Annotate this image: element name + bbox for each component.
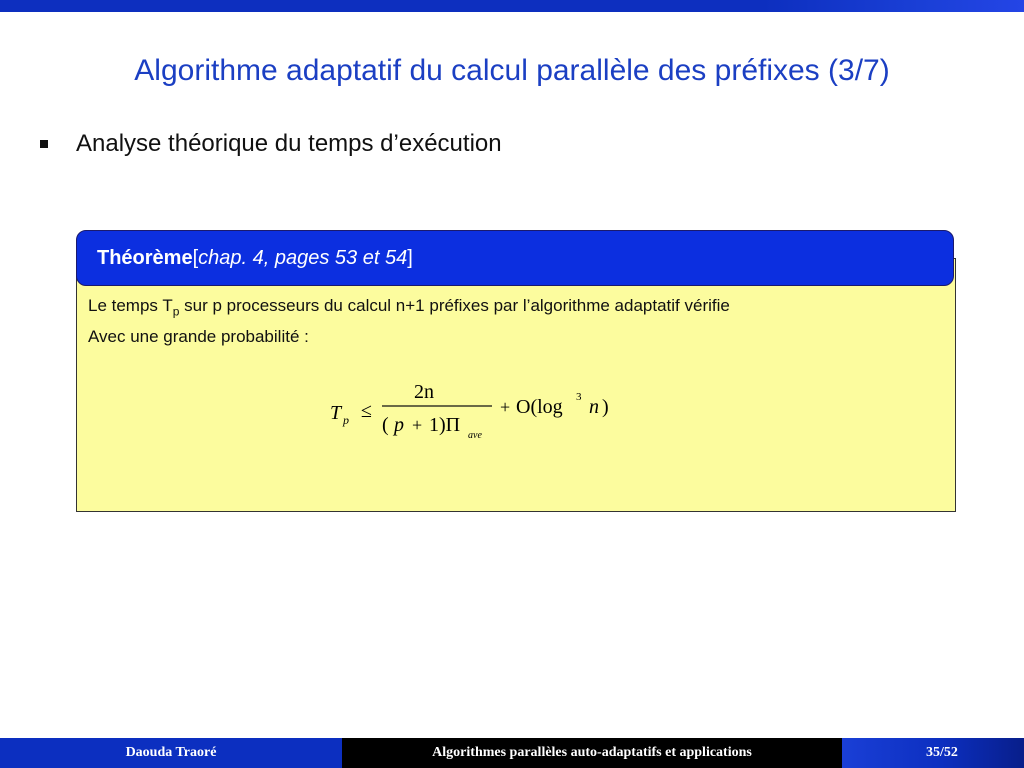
theorem-formula [326, 378, 646, 448]
formula-relation: ≤ [361, 400, 372, 422]
formula-denominator-paren: ( [382, 414, 389, 436]
theorem-line-1-prefix: Le temps T [88, 296, 173, 315]
theorem-bracket-close: ] [407, 246, 413, 269]
footer-page-number: 35/52 [926, 745, 958, 760]
theorem-reference: chap. 4, pages 53 et 54 [198, 246, 408, 269]
formula-big-o-exponent: 3 [576, 391, 582, 403]
theorem-bracket-open: [ [192, 246, 199, 269]
theorem-line-2: Avec une grande probabilité : [88, 327, 309, 347]
formula-denominator-plus: + [412, 415, 423, 435]
bullet-text: Analyse théorique du temps d’exécution [76, 130, 502, 157]
formula-plus: + [500, 397, 511, 417]
formula-big-o: O(log [516, 396, 563, 418]
footer-author: Daouda Traoré [0, 738, 342, 768]
formula-lhs-subscript: p [343, 413, 349, 427]
formula-big-o-n: n [589, 396, 599, 418]
footer [0, 738, 1024, 768]
theorem-line-1-suffix: sur p processeurs du calcul n+1 préfixes par l’algorithme adaptatif vérifie [179, 296, 730, 315]
formula-denominator-rest: 1)Π [429, 414, 461, 436]
theorem-line-1-subscript: p [172, 304, 180, 319]
slide-title: Algorithme adaptatif du calcul parallèle des préfixes (3/7) [134, 54, 890, 87]
theorem-line-1 [88, 293, 948, 324]
formula-numerator: 2n [414, 381, 434, 403]
theorem-name: Théorème [97, 246, 193, 269]
top-banner [0, 0, 1024, 12]
formula-lhs: T [330, 402, 342, 424]
theorem-statement [88, 293, 948, 349]
footer-talk-title: Algorithmes parallèles auto-adaptatifs et applications [342, 738, 842, 768]
bullet-item [40, 130, 502, 158]
bullet-square-icon [40, 140, 48, 148]
formula-denominator-p: p [394, 414, 404, 436]
formula-big-o-close: ) [602, 396, 609, 418]
formula-denominator-subscript: ave [468, 430, 482, 441]
theorem-header [76, 230, 954, 286]
theorem-box [76, 230, 956, 512]
